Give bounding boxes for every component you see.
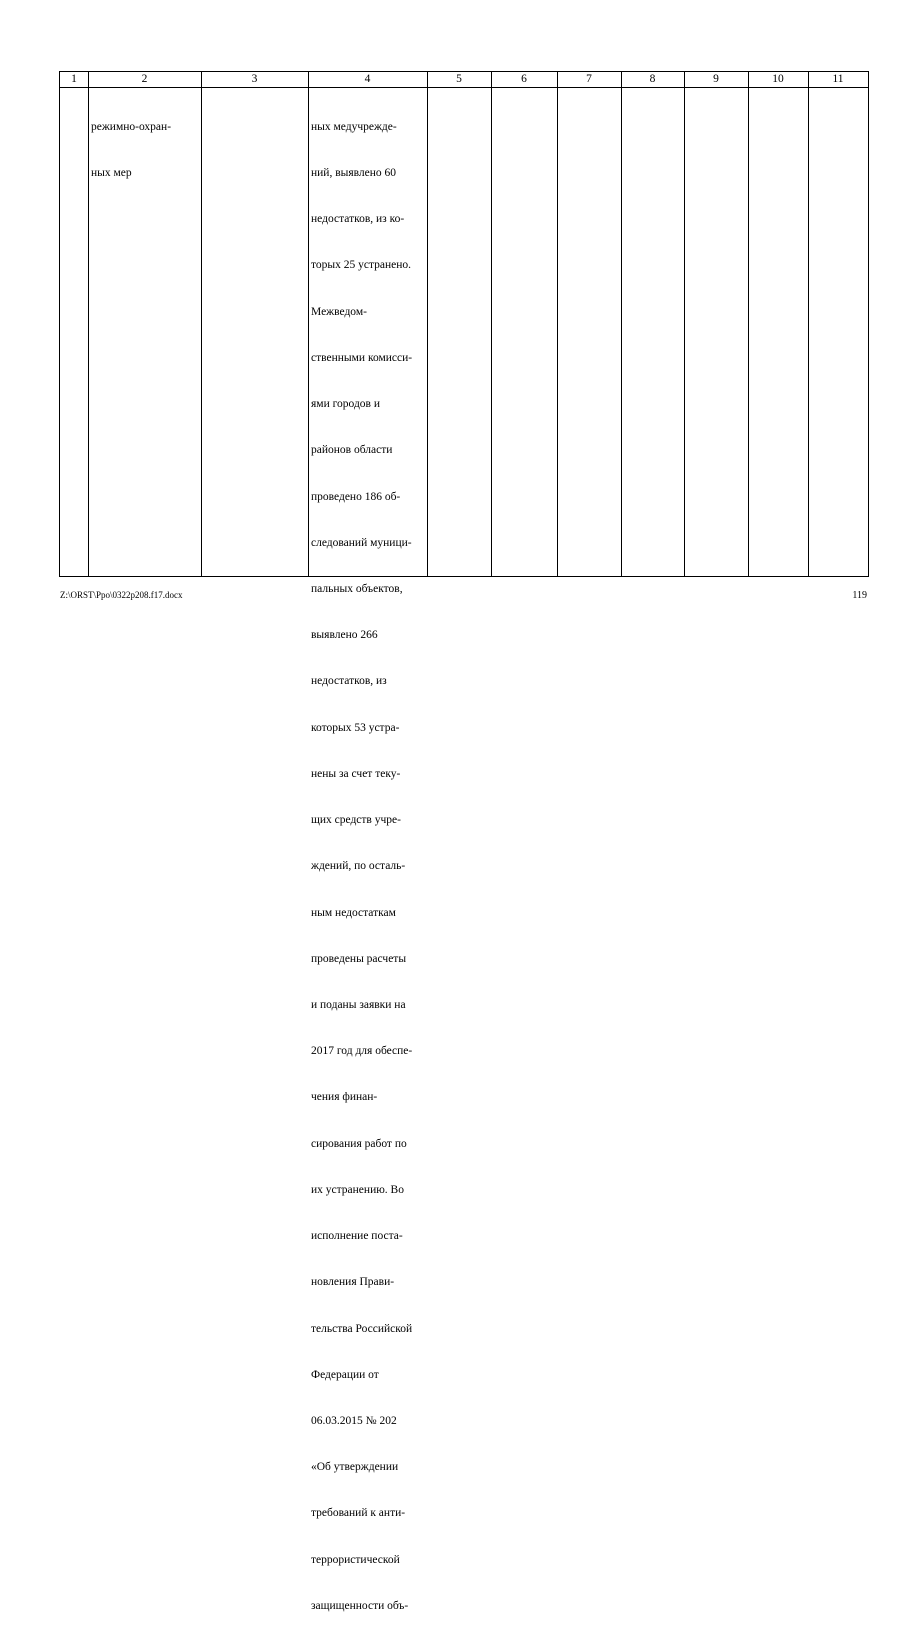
col4-line: чения финан-	[311, 1091, 378, 1104]
divider-5	[491, 72, 492, 576]
header-cell-11: 11	[832, 73, 844, 85]
col4-line: 06.03.2015 № 202	[311, 1414, 397, 1427]
col4-line: ний, выявлено 60	[311, 167, 397, 180]
col4-line: 2017 год для обеспе-	[311, 1045, 413, 1058]
footer-file-path: Z:\ORST\Ppo\0322p208.f17.docx	[60, 590, 183, 600]
header-cell-7: 7	[586, 73, 592, 85]
divider-6	[557, 72, 558, 576]
header-cell-4: 4	[364, 73, 371, 85]
divider-2	[201, 72, 202, 576]
col4-line: ждений, по осталь-	[311, 860, 406, 873]
col4-line: защищенности объ-	[311, 1599, 409, 1612]
col4-line: недостатков, из	[311, 675, 387, 688]
col4-line: районов области	[311, 444, 393, 457]
col2-line: режимно-охран-	[91, 120, 172, 133]
col4-line: ями городов и	[311, 398, 381, 411]
col4-line: Межведом-	[311, 305, 367, 318]
header-cell-2: 2	[141, 73, 148, 85]
col4-line: исполнение поста-	[311, 1230, 403, 1243]
col4-line: и поданы заявки на	[311, 998, 406, 1011]
col4-line: торых 25 устранено.	[311, 259, 412, 272]
column-2-text	[91, 89, 171, 212]
col4-line: щих средств учре-	[311, 814, 401, 827]
col4-line: «Об утверждении	[311, 1461, 399, 1474]
col4-line: нены за счет теку-	[311, 767, 401, 780]
footer-page-number: 119	[852, 590, 867, 601]
col4-line: требований к анти-	[311, 1507, 406, 1520]
header-cell-8: 8	[649, 73, 656, 85]
divider-9	[748, 72, 749, 576]
col4-line: ственными комисси-	[311, 351, 413, 364]
col4-line: тельства Российской	[311, 1322, 413, 1335]
divider-7	[621, 72, 622, 576]
column-4-text	[311, 89, 412, 1645]
divider-8	[684, 72, 685, 576]
col4-line: террористической	[311, 1553, 400, 1566]
col4-line: которых 53 устра-	[311, 721, 400, 734]
header-cell-1: 1	[71, 73, 77, 85]
divider-10	[808, 72, 809, 576]
header-cell-9: 9	[713, 73, 719, 85]
table-header-row	[60, 72, 868, 88]
col4-line: Федерации от	[311, 1368, 379, 1381]
header-cell-6: 6	[521, 73, 527, 85]
col4-line: проведено 186 об-	[311, 490, 401, 503]
col4-line: сирования работ по	[311, 1137, 407, 1150]
col4-line: следований муници-	[311, 536, 412, 549]
col4-line: проведены расчеты	[311, 952, 407, 965]
divider-4	[427, 72, 428, 576]
col4-line: пальных объектов,	[311, 583, 403, 595]
col4-line: их устранению. Во	[311, 1183, 404, 1196]
col4-line: ным недостаткам	[311, 906, 396, 919]
col4-line: выявлено 266	[311, 629, 378, 642]
divider-1	[88, 72, 89, 576]
header-cell-5: 5	[456, 73, 462, 85]
col2-line: ных мер	[91, 167, 132, 180]
col4-line: недостатков, из ко-	[311, 213, 405, 226]
header-cell-3: 3	[251, 73, 258, 85]
col4-line: новления Прави-	[311, 1276, 395, 1289]
header-cell-10: 10	[772, 73, 784, 85]
divider-3	[308, 72, 309, 576]
col4-line: ных медучрежде-	[311, 120, 397, 133]
